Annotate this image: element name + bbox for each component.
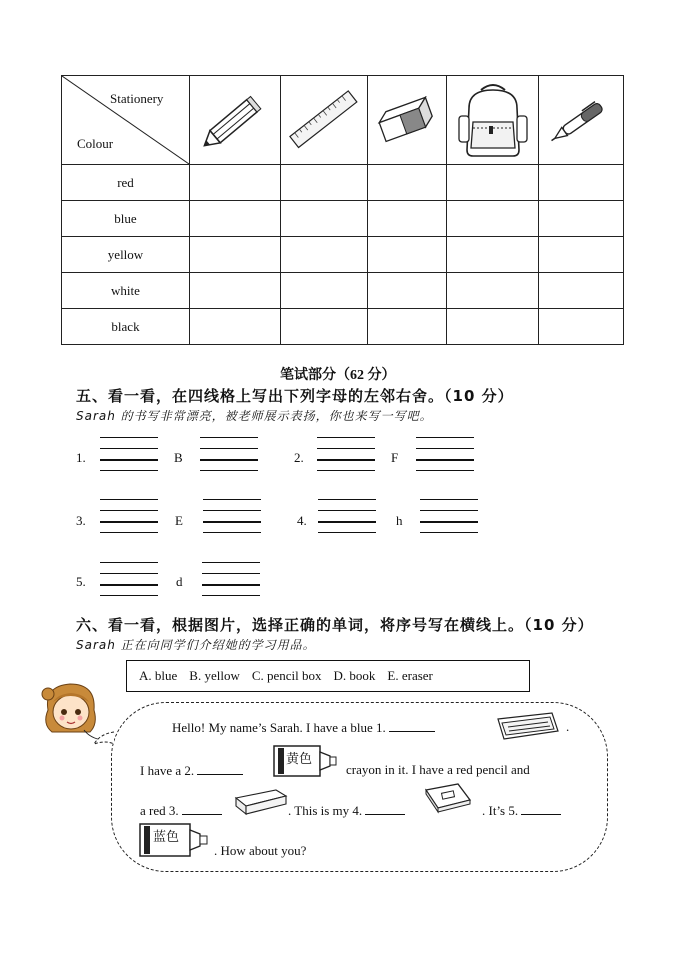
passage-line-3a	[140, 802, 222, 819]
stationery-colour-table	[61, 75, 624, 345]
passage-line-2b: crayon in it. I have a red pencil and	[346, 762, 530, 777]
answer-cell[interactable]	[539, 237, 624, 273]
answer-cell[interactable]	[190, 273, 281, 309]
letter-e: E	[175, 513, 183, 528]
answer-blank-2[interactable]	[197, 762, 243, 775]
word-options-box	[126, 660, 530, 692]
answer-cell[interactable]	[447, 237, 539, 273]
pencil-icon	[190, 76, 281, 165]
answer-cell[interactable]	[281, 201, 368, 237]
passage-text: . This is my 4.	[288, 803, 363, 818]
answer-cell[interactable]	[539, 273, 624, 309]
letter-h: h	[396, 513, 403, 528]
passage-period: .	[566, 719, 570, 734]
answer-cell[interactable]	[539, 201, 624, 237]
row-label-red: red	[62, 165, 190, 201]
answer-cell[interactable]	[190, 309, 281, 345]
pen-icon	[539, 76, 624, 165]
passage-line-1	[172, 719, 435, 736]
letter-b: B	[174, 450, 183, 465]
row-label-yellow: yellow	[62, 237, 190, 273]
passage-line-4: . How about you?	[214, 843, 307, 858]
header-colour: Colour	[77, 136, 114, 151]
option-e: E. eraser	[387, 668, 433, 683]
row-label-black: black	[62, 309, 190, 345]
four-line-grid[interactable]	[202, 562, 260, 596]
four-line-grid[interactable]	[317, 437, 375, 471]
passage-text: I have a 2.	[140, 763, 195, 778]
pencil-box-icon	[494, 709, 562, 748]
row-label-blue: blue	[62, 201, 190, 237]
option-c: C. pencil box	[251, 668, 322, 683]
letter-f: F	[391, 450, 399, 465]
passage-text: Hello! My name’s Sarah. I have a blue 1.	[172, 720, 386, 735]
four-line-grid[interactable]	[100, 499, 158, 533]
answer-cell[interactable]	[539, 309, 624, 345]
passage-line-3c	[482, 802, 561, 819]
four-line-grid[interactable]	[420, 499, 478, 533]
answer-blank-4[interactable]	[365, 802, 405, 815]
answer-cell[interactable]	[368, 201, 447, 237]
tube-label-yellow: 黄色	[286, 752, 313, 767]
section5-subtitle: Sarah 的书写非常漂亮，被老师展示表扬，你也来写一写吧。	[76, 409, 433, 423]
bubble-tail	[92, 728, 118, 750]
schoolbag-icon	[447, 76, 539, 165]
four-line-grid[interactable]	[100, 437, 158, 471]
item-number: 2.	[294, 450, 304, 465]
answer-cell[interactable]	[190, 165, 281, 201]
four-line-grid[interactable]	[203, 499, 261, 533]
four-line-grid[interactable]	[100, 562, 158, 596]
section5-title: 五、看一看，在四线格上写出下列字母的左邻右舍。（10 分）	[76, 387, 514, 405]
passage-text: a red 3.	[140, 803, 179, 818]
letter-d: d	[176, 574, 183, 589]
answer-cell[interactable]	[447, 273, 539, 309]
eraser-icon	[368, 76, 447, 165]
answer-blank-1[interactable]	[389, 719, 435, 732]
answer-cell[interactable]	[368, 165, 447, 201]
eraser-small-icon	[232, 784, 290, 823]
item-number: 1.	[76, 450, 86, 465]
answer-cell[interactable]	[281, 309, 368, 345]
four-line-grid[interactable]	[318, 499, 376, 533]
option-a: A. blue	[139, 668, 178, 683]
tube-label-blue: 蓝色	[153, 830, 180, 845]
answer-cell[interactable]	[539, 165, 624, 201]
answer-blank-5[interactable]	[521, 802, 561, 815]
answer-cell[interactable]	[281, 237, 368, 273]
item-number: 5.	[76, 574, 86, 589]
yellow-crayon-tube-icon	[272, 744, 338, 783]
answer-cell[interactable]	[368, 237, 447, 273]
section6-subtitle: Sarah 正在向同学们介绍她的学习用品。	[76, 638, 316, 652]
four-line-grid[interactable]	[200, 437, 258, 471]
option-d: D. book	[333, 668, 376, 683]
answer-cell[interactable]	[281, 165, 368, 201]
header-stationery: Stationery	[110, 91, 164, 106]
answer-cell[interactable]	[281, 273, 368, 309]
answer-cell[interactable]	[190, 237, 281, 273]
answer-cell[interactable]	[447, 309, 539, 345]
passage-line-3b	[288, 802, 405, 819]
blue-crayon-tube-icon	[138, 822, 210, 863]
ruler-icon	[281, 76, 368, 165]
answer-cell[interactable]	[447, 165, 539, 201]
passage-text: . It’s 5.	[482, 803, 519, 818]
section6-title: 六、看一看，根据图片，选择正确的单词，将序号写在横线上。（10 分）	[76, 616, 594, 634]
answer-cell[interactable]	[190, 201, 281, 237]
option-b: B. yellow	[189, 668, 240, 683]
passage-line-2a	[140, 762, 243, 779]
four-line-grid[interactable]	[416, 437, 474, 471]
answer-cell[interactable]	[447, 201, 539, 237]
answer-blank-3[interactable]	[182, 802, 222, 815]
table-corner-cell	[62, 76, 190, 165]
item-number: 3.	[76, 513, 86, 528]
book-icon	[422, 780, 474, 819]
answer-cell[interactable]	[368, 273, 447, 309]
row-label-white: white	[62, 273, 190, 309]
answer-cell[interactable]	[368, 309, 447, 345]
item-number: 4.	[297, 513, 307, 528]
written-part-title: 笔试部分（62 分）	[280, 368, 396, 383]
